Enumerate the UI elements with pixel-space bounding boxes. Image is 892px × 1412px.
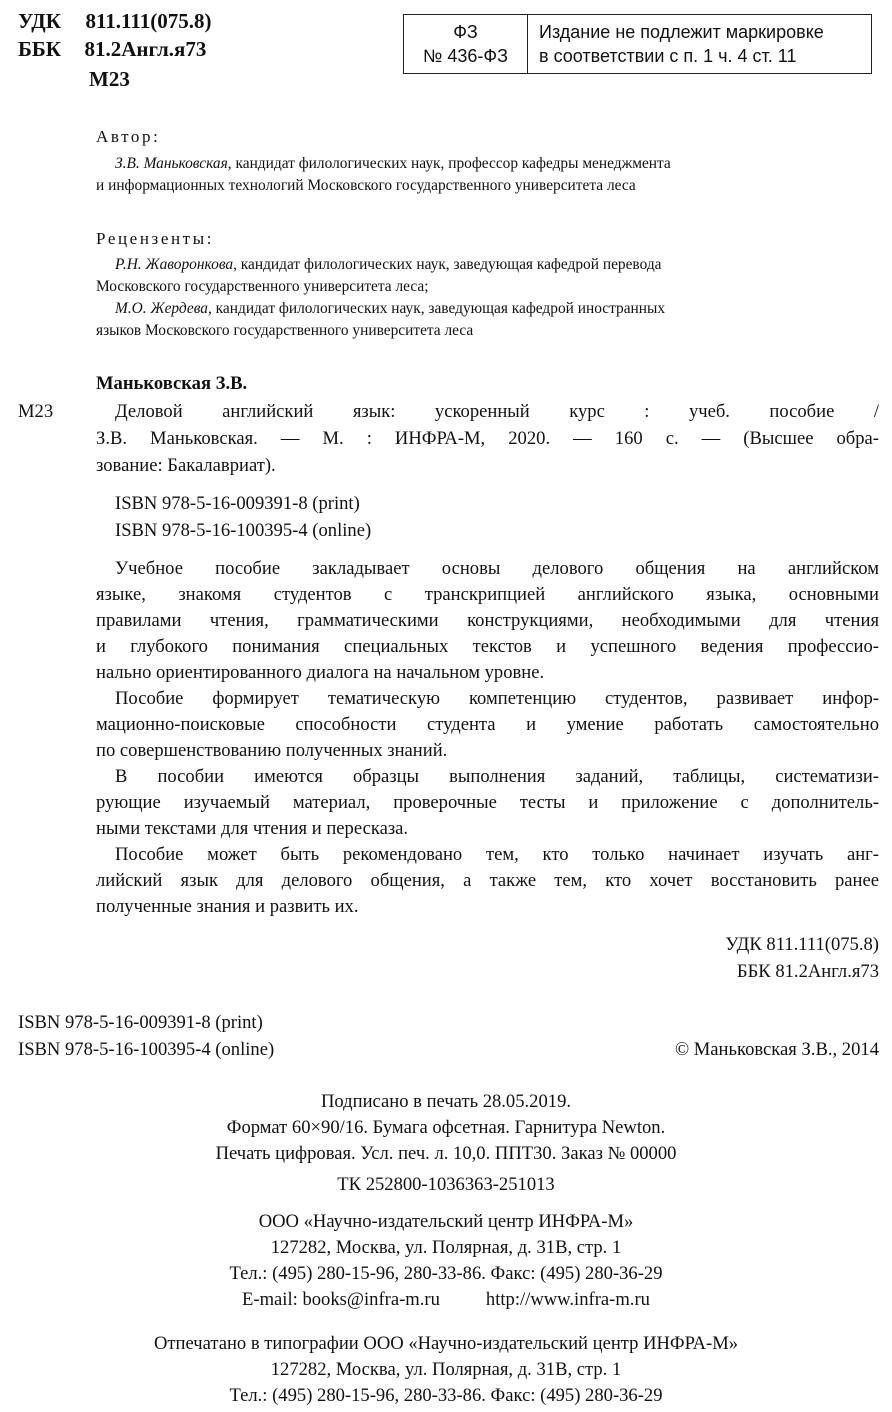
annotation-p1-l2: языке, знакомя студентов с транскрипцией английского языка, основными [96,584,879,605]
reviewer1-line2: Московского государственного университета леса; [96,278,429,295]
bottom-isbn-print: ISBN 978-5-16-009391-8 (print) [18,1012,263,1033]
imprint-address: 127282, Москва, ул. Полярная, д. 31В, стр. 1 [270,1237,622,1258]
biblio-isbn-print: ISBN 978-5-16-009391-8 (print) [115,493,360,514]
printer-phones: Тел.: (495) 280-15-96, 280-33-86. Факс: (495) 280-36-29 [229,1385,663,1406]
udk-label: УДК [18,9,61,33]
fz-law-cell [404,15,528,73]
copyright: © Маньковская З.В., 2014 [674,1039,879,1060]
annotation-p2-l2: мационно-поисковые способности студента и умение работать самостоятельно [96,714,879,735]
bbk-code [18,36,206,63]
reviewer2-line1 [115,298,665,319]
imprint-contacts [0,1287,892,1312]
author-line2: и информационных технологий Московского государственного университета леса [96,177,636,194]
bbk-value: 81.2Англ.я73 [84,37,207,61]
biblio-line1: Деловой английский язык: ускоренный курс : учеб. пособие / [115,401,879,422]
annotation-p1-l5: нально ориентированного диалога на начальном уровне. [96,662,545,683]
annotation-p3-l2: рующие изучаемый материал, проверочные тесты и приложение с дополнитель- [96,792,879,813]
biblio-author-head: Маньковская З.В. [96,373,248,394]
author-desc1: , кандидат филологических наук, профессор кафедры менеджмента [227,155,671,172]
udk-value: 811.111(075.8) [85,9,212,33]
fz-note-line1: Издание не подлежит маркировке [539,22,824,42]
imprint-print: Печать цифровая. Усл. печ. л. 10,0. ППТ30. Заказ № 00000 [215,1143,677,1164]
reviewer1-desc1: , кандидат филологических наук, заведующая кафедрой перевода [233,256,662,273]
biblio-line3: зование: Бакалавриат). [96,455,276,476]
biblio-mark: М23 [18,401,54,422]
reviewer2-line2: языков Московского государственного университета леса [96,322,474,339]
biblio-line2: З.В. Маньковская. — М. : ИНФРА-М, 2020. — 160 с. — (Высшее обра- [96,428,879,449]
fz-law-line1: ФЗ [453,22,478,42]
imprint-format: Формат 60×90/16. Бумага офсетная. Гарнитура Newton. [226,1117,666,1138]
annotation-p3-l3: ными текстами для чтения и пересказа. [96,818,409,839]
bbk-label: ББК [18,37,61,61]
author-name: З.В. Маньковская [115,155,228,172]
imprint-publisher: ООО «Научно-издательский центр ИНФРА-М» [258,1211,634,1232]
annotation-p1-l4: и глубокого понимания специальных текстов и успешного ведения профессио- [96,636,879,657]
reviewer2-desc1: , кандидат филологических наук, заведующая кафедрой иностранных [207,300,666,317]
imprint-url[interactable]: http://www.infra-m.ru [485,1289,650,1310]
fz-note-cell [539,20,824,68]
annotation-p2-l3: по совершенствованию полученных знаний. [96,740,448,761]
fz-label-box [403,14,872,74]
imprint-email[interactable]: E-mail: books@infra-m.ru [242,1289,440,1310]
reviewer1-name: Р.Н. Жаворонкова [115,256,234,273]
annotation-p4-l2: лийский язык для делового общения, а также тем, кто хочет восстановить ранее [96,870,879,891]
annotation-p3-l1: В пособии имеются образцы выполнения заданий, таблицы, систематизи- [115,766,879,787]
imprint-signed: Подписано в печать 28.05.2019. [320,1091,572,1112]
biblio-isbn-online: ISBN 978-5-16-100395-4 (online) [115,520,372,541]
imprint-tk: ТК 252800-1036363-251013 [337,1174,555,1195]
printer-address: 127282, Москва, ул. Полярная, д. 31В, стр. 1 [270,1359,622,1380]
annotation-p1-l1: Учебное пособие закладывает основы делового общения на английском [115,558,879,579]
author-heading: Автор: [96,127,161,146]
reviewer1-line1 [115,254,662,275]
imprint-phones: Тел.: (495) 280-15-96, 280-33-86. Факс: (495) 280-36-29 [229,1263,663,1284]
printer-line1: Отпечатано в типографии ООО «Научно-издательский центр ИНФРА-М» [153,1333,739,1354]
fz-law-line2: № 436-ФЗ [423,46,508,66]
udk-code [18,8,211,35]
annotation-p4-l1: Пособие может быть рекомендовано тем, кто только начинает изучать анг- [115,844,879,865]
reviewers-heading: Рецензенты: [96,229,215,248]
right-udk: УДК 811.111(075.8) [725,934,879,955]
annotation-p2-l1: Пособие формирует тематическую компетенцию студентов, развивает инфор- [115,688,879,709]
annotation-p4-l3: полученные знания и развить их. [96,896,359,917]
author-mark: М23 [89,67,130,91]
fz-note-line2: в соответствии с п. 1 ч. 4 ст. 11 [539,46,797,66]
author-line1 [115,153,671,174]
right-bbk: ББК 81.2Англ.я73 [736,961,879,982]
reviewer2-name: М.О. Жердева [115,300,208,317]
annotation-p1-l3: правилами чтения, грамматическими конструкциями, необходимыми для чтения [96,610,879,631]
bottom-isbn-online: ISBN 978-5-16-100395-4 (online) [18,1039,275,1060]
